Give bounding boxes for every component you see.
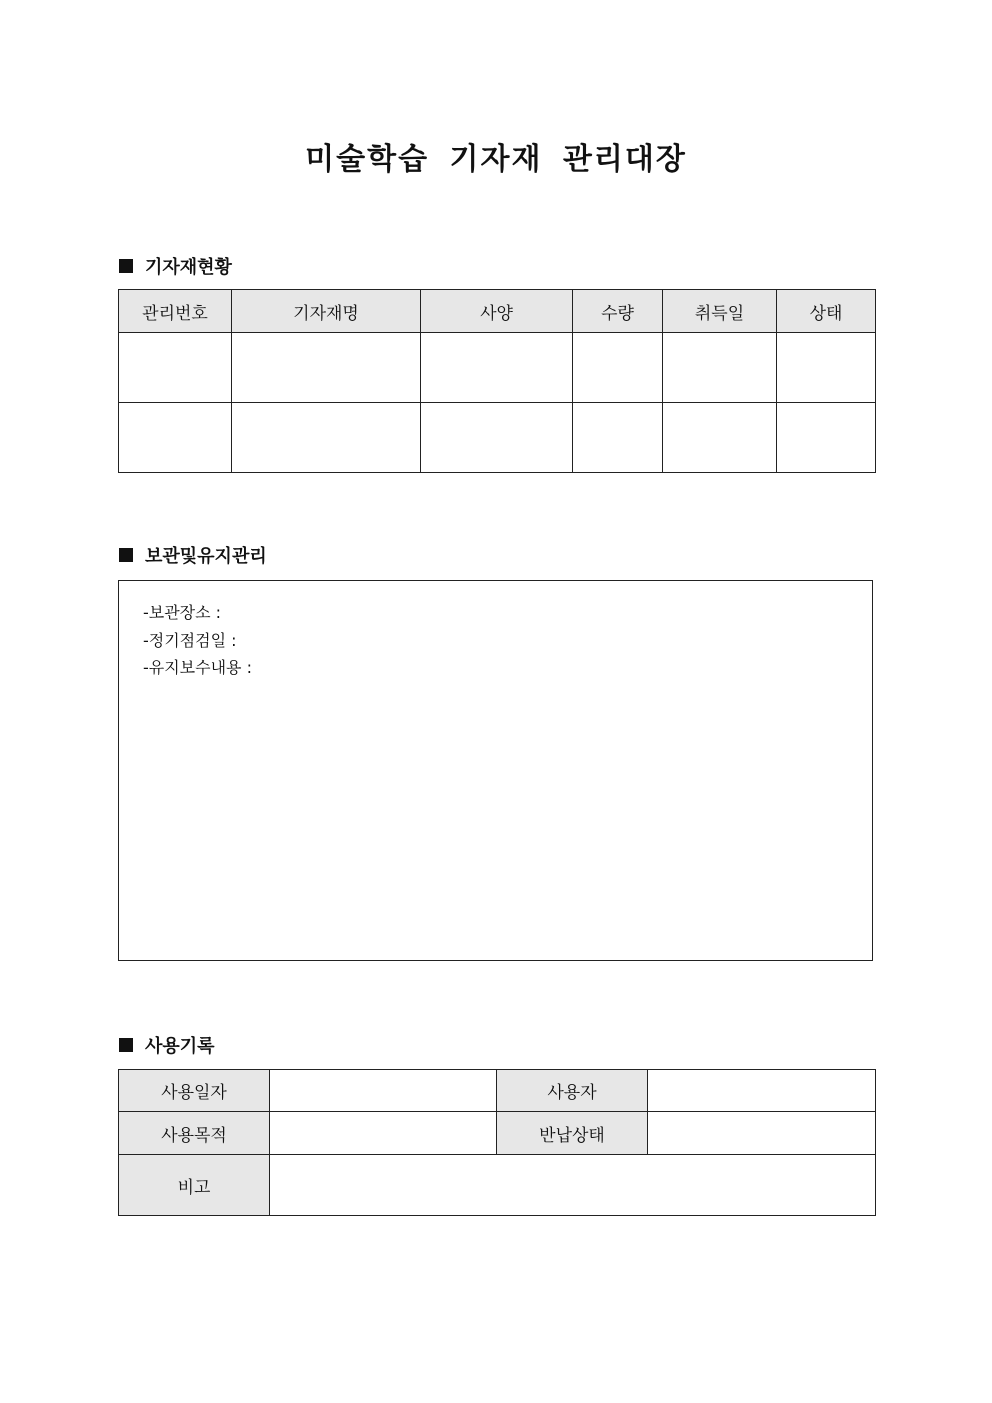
square-bullet-icon xyxy=(119,259,133,273)
page-title: 미술학습 기자재 관리대장 xyxy=(305,142,687,177)
table-row xyxy=(119,403,876,473)
usage-date-field[interactable] xyxy=(270,1070,497,1112)
square-bullet-icon xyxy=(119,548,133,562)
table-cell[interactable] xyxy=(777,333,876,403)
table-row xyxy=(119,1155,876,1216)
return-status-field[interactable] xyxy=(648,1112,876,1155)
table-cell[interactable] xyxy=(573,333,663,403)
table-row xyxy=(119,1070,876,1112)
storage-maintenance-box[interactable] xyxy=(118,580,873,961)
storage-location-line: -보관장소 : xyxy=(143,603,222,622)
table-cell[interactable] xyxy=(421,333,573,403)
user-label: 사용자 xyxy=(497,1070,648,1112)
section-heading-storage xyxy=(119,542,267,568)
table-cell[interactable] xyxy=(119,333,232,403)
section-label: 보관및유지관리 xyxy=(145,546,267,567)
table-cell[interactable] xyxy=(119,403,232,473)
user-field[interactable] xyxy=(648,1070,876,1112)
col-header-acquired-date: 취득일 xyxy=(663,290,777,333)
section-heading-equipment xyxy=(119,253,232,279)
table-cell[interactable] xyxy=(663,403,777,473)
table-cell[interactable] xyxy=(421,403,573,473)
table-cell[interactable] xyxy=(663,333,777,403)
col-header-equipment-name: 기자재명 xyxy=(232,290,421,333)
remarks-field[interactable] xyxy=(270,1155,876,1216)
col-header-quantity: 수량 xyxy=(573,290,663,333)
table-row xyxy=(119,1112,876,1155)
remarks-label: 비고 xyxy=(119,1155,270,1216)
return-status-label: 반납상태 xyxy=(497,1112,648,1155)
table-row xyxy=(119,333,876,403)
col-header-spec: 사양 xyxy=(421,290,573,333)
col-header-status: 상태 xyxy=(777,290,876,333)
inspection-date-line: -정기점검일 : xyxy=(143,630,237,650)
section-label: 기자재현황 xyxy=(145,257,232,278)
purpose-label: 사용목적 xyxy=(119,1112,270,1155)
purpose-field[interactable] xyxy=(270,1112,497,1155)
usage-date-label: 사용일자 xyxy=(119,1070,270,1112)
section-heading-usage xyxy=(119,1032,215,1058)
equipment-table xyxy=(118,289,876,473)
table-cell[interactable] xyxy=(232,403,421,473)
col-header-management-no: 관리번호 xyxy=(119,290,232,333)
usage-record-table xyxy=(118,1069,876,1216)
table-cell[interactable] xyxy=(232,333,421,403)
table-cell[interactable] xyxy=(777,403,876,473)
table-cell[interactable] xyxy=(573,403,663,473)
table-header-row xyxy=(119,290,876,333)
maintenance-content-line: -유지보수내용 : xyxy=(143,658,252,677)
square-bullet-icon xyxy=(119,1038,133,1052)
section-label: 사용기록 xyxy=(145,1036,215,1057)
